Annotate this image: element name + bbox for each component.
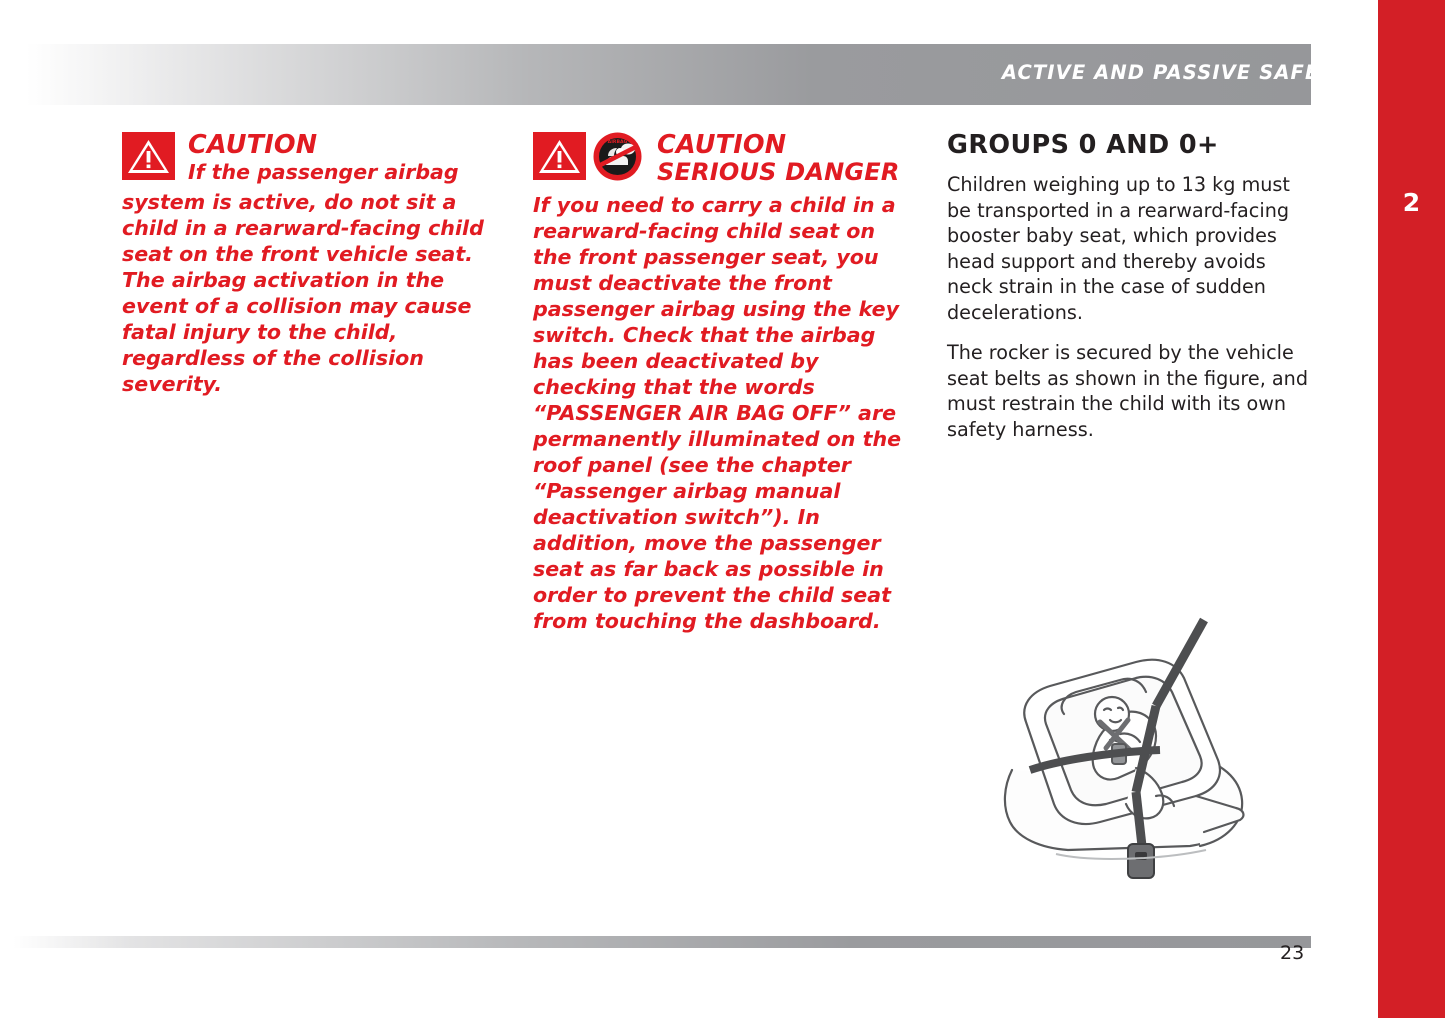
warning-triangle-icon [533, 132, 586, 180]
chapter-spine [1378, 0, 1445, 1018]
caution-header [122, 130, 497, 186]
section-title: GROUPS 0 AND 0+ [947, 130, 1219, 160]
footer-band [0, 936, 1311, 948]
page-number: 23 [1280, 942, 1305, 964]
caution-lead-line: If the passenger airbag [188, 160, 459, 184]
caution-body-text: system is active, do not sit a child in a rearward-facing child seat on the front vehicle seat. The airbag activation in the event of a collision may cause fatal injury to the child, regardless of the collision severity. [122, 189, 484, 396]
section-groups-0 [947, 130, 1312, 457]
caution-block-airbag-active [122, 130, 497, 397]
section-paragraph-2: The rocker is secured by the vehicle seat belts as shown in the figure, and must restrain the child with its own safety harness. [947, 341, 1308, 441]
caution-label: CAUTION [657, 130, 787, 160]
rearward-facing-baby-seat-figure [960, 610, 1280, 910]
caution-body-text: If you need to carry a child in a rearward-facing child seat on the front passenger seat, you must deactivate the front passenger airbag using the key switch. Check that the airbag has been deactivated by checking that the words “PASSENGER AIR BAG OFF” are permanently illuminated on the roof panel (see the chapter “Passenger airbag manual deactivation switch”). In addition, move the passenger seat as far back as possible in order to prevent the child seat from touching the dashboard. [533, 193, 902, 633]
svg-text:AIRBAG: AIRBAG [607, 140, 628, 145]
caution-heading-text [657, 130, 913, 186]
caution-label: CAUTION [188, 130, 318, 160]
caution-header [533, 130, 913, 186]
warning-triangle-icon [122, 132, 175, 180]
page-title: ACTIVE AND PASSIVE SAFETY [1001, 61, 1349, 84]
caution-sublabel: SERIOUS DANGER [657, 158, 900, 186]
chapter-number: 2 [1402, 188, 1421, 217]
section-paragraph-1: Children weighing up to 13 kg must be transported in a rearward-facing booster baby seat, which provides head support and thereby avoids neck strain in the case of sudden decelerations. [947, 173, 1290, 324]
caution-block-serious-danger [533, 130, 913, 634]
airbag-off-icon [593, 132, 642, 181]
caution-heading-text [188, 130, 497, 159]
